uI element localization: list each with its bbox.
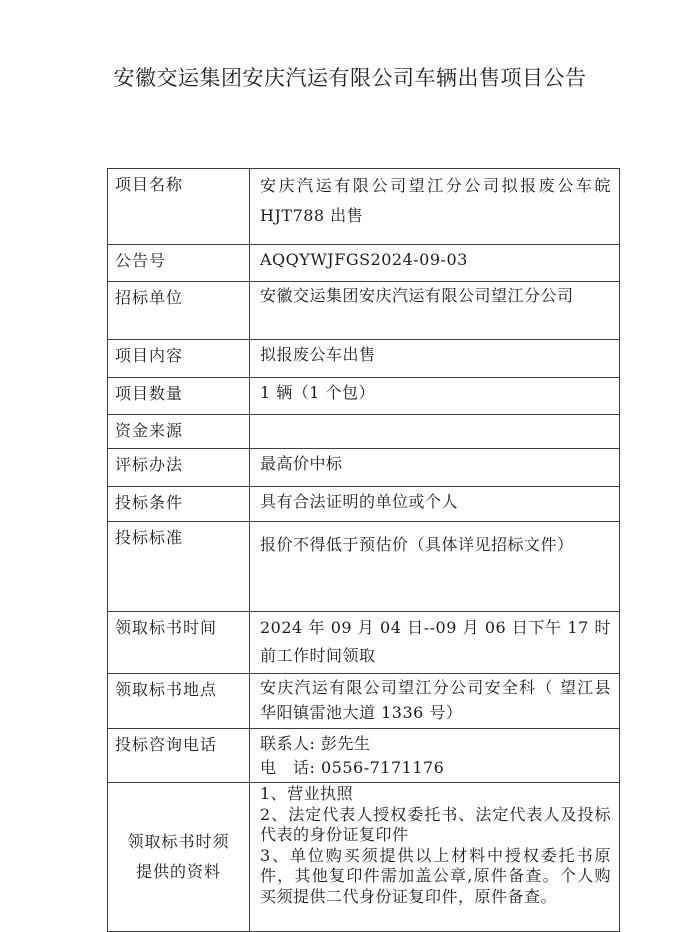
table-row — [108, 415, 620, 449]
value-line: AQQYWJFGS2024-09-03 — [260, 250, 468, 269]
value-line: 电 话: 0556-7171176 — [260, 758, 445, 777]
announcement-table — [107, 168, 620, 932]
table-row — [108, 522, 620, 612]
value-line — [260, 418, 611, 434]
value-line: 安庆汽运有限公司望江分公司拟报废公车皖 HJT788 出售 — [260, 176, 611, 225]
value-line: 安庆汽运有限公司望江分公司安全科（ 望江县华阳镇雷池大道 1336 号） — [260, 678, 611, 722]
value-line: 2024 年 09 月 04 日--09 月 06 日下午 17 时前工作时间领取 — [260, 618, 611, 665]
value-line: 安徽交运集团安庆汽运有限公司望江分公司 — [260, 286, 574, 305]
table-row — [108, 729, 620, 783]
table-row — [108, 169, 620, 245]
value-line: 报价不得低于预估价（具体详见招标文件） — [260, 535, 574, 554]
value-line: 2、法定代表人授权委托书、法定代表人及投标代表的身份证复印件 — [260, 804, 611, 844]
value-line: 1、营业执照 — [260, 784, 354, 803]
row-label: 投标咨询电话 — [108, 729, 250, 783]
row-value — [250, 169, 620, 245]
table-row — [108, 282, 620, 340]
row-value — [250, 674, 620, 729]
row-label: 招标单位 — [108, 282, 250, 340]
row-label: 投标标准 — [108, 522, 250, 612]
row-value — [250, 612, 620, 674]
row-label: 资金来源 — [108, 415, 250, 449]
value-line: 具有合法证明的单位或个人 — [260, 492, 459, 511]
row-label: 项目数量 — [108, 378, 250, 415]
table-row — [108, 378, 620, 415]
row-value — [250, 245, 620, 282]
row-label: 项目内容 — [108, 340, 250, 378]
value-line: 3、单位购买须提供以上材料中授权委托书原件，其他复印件需加盖公章,原件备查。个人购买须提供二代身份证复印件，原件备查。 — [260, 845, 611, 906]
value-line: 联系人: 彭先生 — [260, 734, 371, 753]
row-value — [250, 729, 620, 783]
row-value — [250, 783, 620, 932]
row-value — [250, 282, 620, 340]
row-value — [250, 522, 620, 612]
row-value — [250, 378, 620, 415]
value-line: 最高价中标 — [260, 454, 343, 473]
value-line: 拟报废公车出售 — [260, 345, 376, 364]
table-row — [108, 783, 620, 932]
row-value — [250, 487, 620, 522]
table-row — [108, 487, 620, 522]
row-label: 项目名称 — [108, 169, 250, 245]
table-row — [108, 674, 620, 729]
row-label: 公告号 — [108, 245, 250, 282]
row-value — [250, 340, 620, 378]
row-label: 领取标书地点 — [108, 674, 250, 729]
value-line: 1 辆（1 个包） — [260, 383, 376, 402]
table-row — [108, 245, 620, 282]
row-label: 领取标书时须提供的资料 — [108, 783, 250, 932]
row-value — [250, 449, 620, 487]
table-row — [108, 612, 620, 674]
page-title: 安徽交运集团安庆汽运有限公司车辆出售项目公告 — [113, 66, 587, 90]
row-label: 投标条件 — [108, 487, 250, 522]
table-row — [108, 449, 620, 487]
row-label: 评标办法 — [108, 449, 250, 487]
row-value — [250, 415, 620, 449]
row-label: 领取标书时间 — [108, 612, 250, 674]
table-row — [108, 340, 620, 378]
